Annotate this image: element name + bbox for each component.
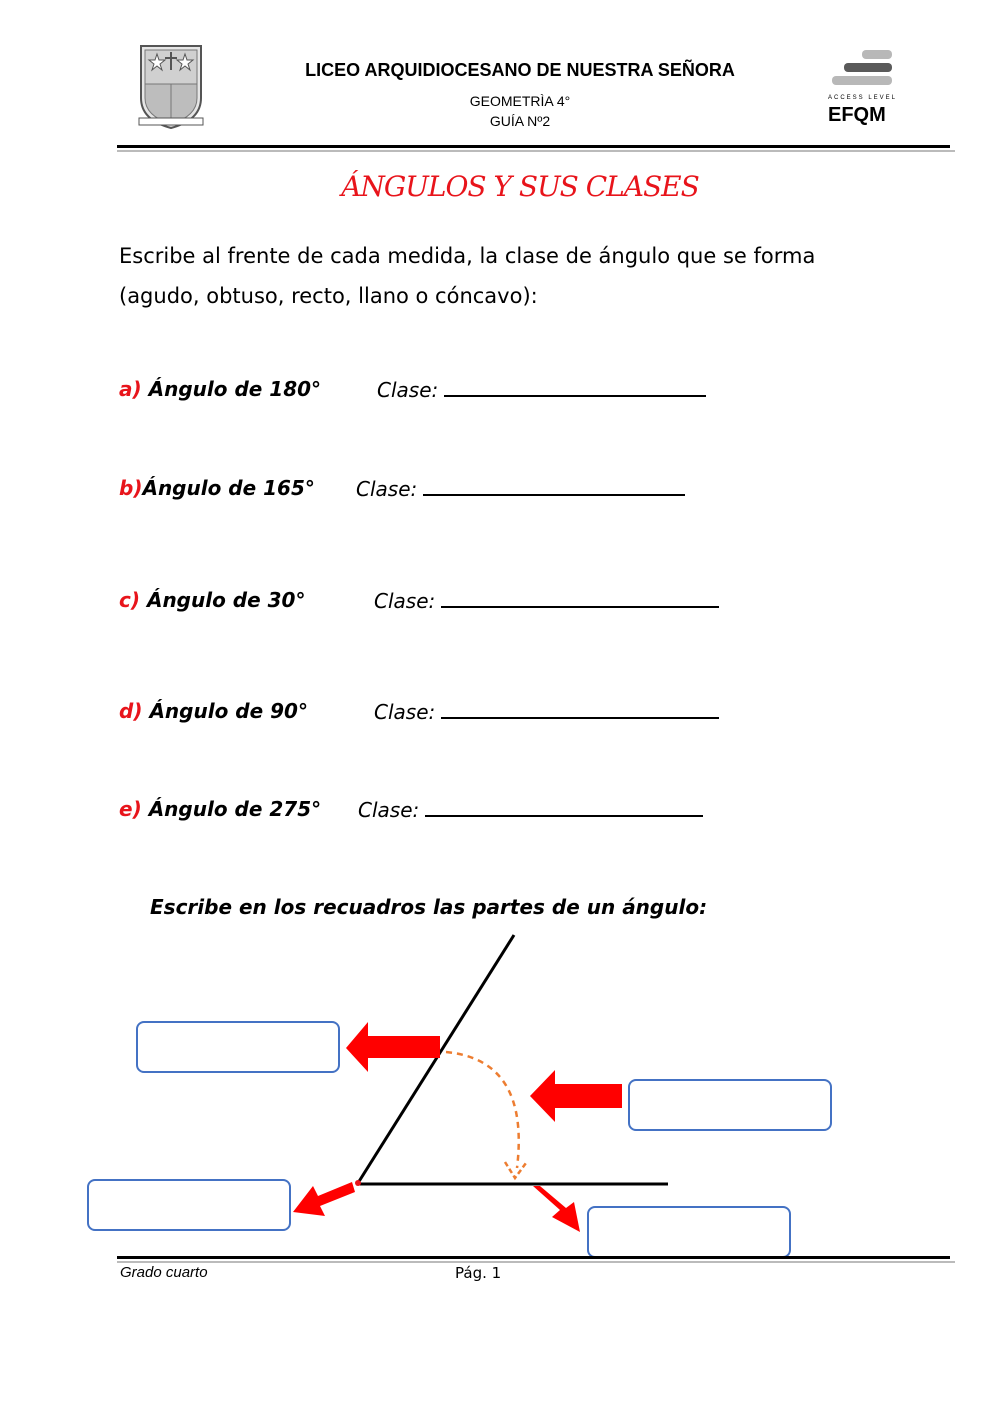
question-letter: a) — [119, 377, 142, 401]
answer-line-c[interactable] — [441, 588, 719, 608]
question-text: Ángulo de 90° — [149, 699, 308, 723]
subject-label: GEOMETRÌA 4° — [469, 93, 571, 109]
arc-arrowhead — [505, 1162, 526, 1178]
question-b — [119, 476, 418, 501]
angle-arc — [446, 1052, 519, 1168]
efqm-caption: ACCESS LEVEL — [828, 95, 898, 101]
header-rule-shadow — [117, 150, 955, 152]
answer-box-3[interactable] — [87, 1179, 291, 1231]
arrow-to-box-2 — [530, 1070, 622, 1122]
clase-label: Clase: — [356, 477, 418, 501]
clase-label: Clase: — [358, 798, 420, 822]
answer-line-b[interactable] — [423, 476, 685, 496]
question-e — [119, 797, 420, 822]
arrow-to-box-3 — [293, 1182, 355, 1216]
instructions-line-2: (agudo, obtuso, recto, llano o cóncavo): — [119, 284, 538, 308]
question-letter: e) — [119, 797, 142, 821]
angle-ray-side — [358, 935, 514, 1183]
answer-line-a[interactable] — [444, 377, 706, 397]
question-text: Ángulo de 275° — [148, 797, 322, 821]
clase-label: Clase: — [374, 589, 436, 613]
answer-line-e[interactable] — [425, 797, 703, 817]
efqm-logo — [828, 48, 898, 136]
question-text: Ángulo de 165° — [142, 476, 315, 500]
answer-box-4[interactable] — [587, 1206, 791, 1258]
question-letter: d) — [119, 699, 143, 723]
question-text: Ángulo de 30° — [146, 588, 306, 612]
footer-grade: Grado cuarto — [120, 1264, 208, 1281]
efqm-text: EFQM — [828, 104, 886, 126]
answer-line-d[interactable] — [441, 699, 719, 719]
arrow-to-box-1 — [346, 1022, 440, 1072]
clase-label: Clase: — [377, 378, 439, 402]
footer-rule-shadow — [117, 1261, 955, 1263]
question-letter: b) — [119, 476, 143, 500]
answer-box-1[interactable] — [136, 1021, 340, 1073]
page-title: ÁNGULOS Y SUS CLASES — [341, 170, 699, 203]
parts-instructions: Escribe en los recuadros las partes de un ángulo: — [150, 895, 708, 919]
arrow-to-box-4 — [533, 1186, 580, 1232]
instructions-line-1: Escribe al frente de cada medida, la clase de ángulo que se forma — [119, 244, 816, 268]
vertex-point — [355, 1180, 361, 1186]
guide-label: GUÍA Nº2 — [489, 113, 551, 129]
school-name: LICEO ARQUIDIOCESANO DE NUESTRA SEÑORA — [305, 60, 735, 80]
question-d — [119, 699, 436, 724]
footer-page: Pág. 1 — [455, 1264, 502, 1282]
question-a — [119, 377, 439, 402]
header-rule — [117, 145, 950, 148]
instructions — [119, 236, 919, 316]
footer-rule — [117, 1256, 950, 1259]
question-c — [119, 588, 436, 613]
question-text: Ángulo de 180° — [148, 377, 322, 401]
question-letter: c) — [119, 588, 140, 612]
clase-label: Clase: — [374, 700, 436, 724]
answer-box-2[interactable] — [628, 1079, 832, 1131]
